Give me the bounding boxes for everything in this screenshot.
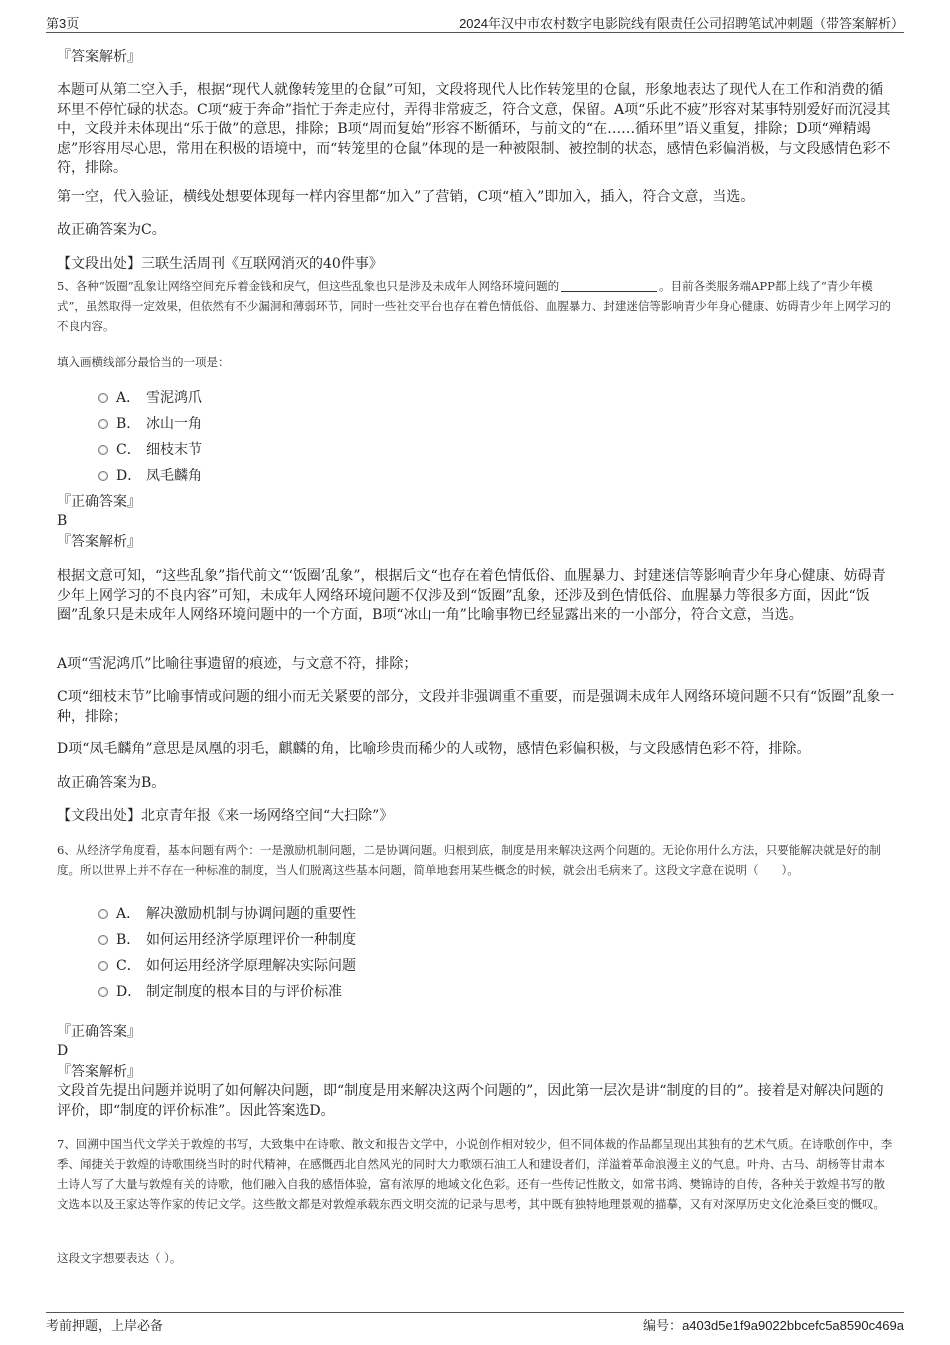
q6-answer-label: 『正确答案』 bbox=[57, 1024, 141, 1040]
q5-analysis-paragraph-2: A项“雪泥鸿爪”比喻往事遗留的痕迹，与文意不符，排除； bbox=[57, 656, 418, 672]
radio-icon[interactable] bbox=[98, 909, 108, 919]
q6-answer: D bbox=[57, 1043, 69, 1059]
option-letter: C． bbox=[116, 958, 141, 974]
radio-icon[interactable] bbox=[98, 471, 108, 481]
q5-analysis-label: 『答案解析』 bbox=[57, 534, 141, 550]
q5-conclusion: 故正确答案为B。 bbox=[57, 775, 166, 791]
page-number: 第3页 bbox=[46, 16, 80, 31]
q5-answer-label: 『正确答案』 bbox=[57, 494, 141, 510]
q5-option-a[interactable] bbox=[98, 388, 202, 408]
option-letter: A． bbox=[116, 906, 141, 922]
page-header bbox=[46, 12, 904, 33]
q5-analysis-paragraph-4: D项“凤毛麟角”意思是凤凰的羽毛，麒麟的角，比喻珍贵而稀少的人或物，感情色彩偏积极，与文段感情色彩不符，排除。 bbox=[57, 741, 811, 757]
option-letter: B． bbox=[116, 932, 141, 948]
document-code-label: 编号： bbox=[643, 1318, 683, 1333]
radio-icon[interactable] bbox=[98, 935, 108, 945]
option-text: 如何运用经济学原理解决实际问题 bbox=[146, 958, 356, 974]
q5-stem-part-2: 。目前各类服务端APP都上线了“青少年模式”，虽然取得一定效果，但依然有不少漏洞和薄弱环节，同时一些社交平台也存在着色情低俗、血腥暴力、封建迷信等影响青少年身心健康、妨碍青少年上网学习的不良内容。 bbox=[57, 279, 891, 333]
q5-prompt: 填入画横线部分最恰当的一项是： bbox=[57, 355, 230, 369]
q7-prompt: 这段文字想要表达（ ）。 bbox=[57, 1251, 182, 1265]
q4-conclusion: 故正确答案为C。 bbox=[57, 222, 166, 238]
q6-analysis-label: 『答案解析』 bbox=[57, 1064, 141, 1080]
q5-stem bbox=[57, 276, 895, 336]
q5-analysis-paragraph-1: 根据文意可知，“这些乱象”指代前文“‘饭圈’乱象”，根据后文“也存在着色情低俗、血腥暴力、封建迷信等影响青少年身心健康、妨碍青少年上网学习的不良内容”可知，未成年人网络环境问题不仅涉及到“饭圈”乱象，还涉及到色情低俗、血腥暴力等很多方面，因此“饭圈”乱象只是未成年人网络环境问题中的一个方面，B项“冰山一角”比喻事物已经显露出来的一小部分，符合文意，当选。 bbox=[57, 568, 886, 623]
q4-analysis-paragraph-2: 第一空，代入验证，横线处想要体现每一样内容里都“加入”了营销，C项“植入”即加入，插入，符合文意，当选。 bbox=[57, 189, 755, 205]
q5-answer: B bbox=[57, 513, 68, 529]
q5-option-b[interactable] bbox=[98, 414, 202, 434]
page-footer bbox=[46, 1312, 904, 1333]
option-letter: A． bbox=[116, 390, 141, 406]
option-text: 凤毛麟角 bbox=[146, 468, 202, 484]
option-text: 细枝末节 bbox=[146, 442, 202, 458]
document-code-value: a403d5e1f9a9022bbcefc5a8590c469a bbox=[682, 1318, 904, 1333]
option-text: 解决激励机制与协调问题的重要性 bbox=[146, 906, 356, 922]
q5-source: 【文段出处】北京青年报《来一场网络空间“大扫除”》 bbox=[57, 808, 394, 824]
q6-option-c[interactable] bbox=[98, 956, 356, 976]
q7-stem: 7、回溯中国当代文学关于敦煌的书写，大致集中在诗歌、散文和报告文学中，小说创作相对较少，但不同体裁的作品都呈现出其独有的艺术气质。在诗歌创作中，李季、闻捷关于敦煌的诗歌围绕当时的时代精神，在感慨西北自然风光的同时大力歌颂石油工人和建设者们，洋溢着革命浪漫主义的气息。叶舟、古马、胡杨等甘肃本土诗人写了大量与敦煌有关的诗歌，他们融入自我的感悟体验，富有浓厚的地域文化色彩。还有一些传记性散文，如常书鸿、樊锦诗的自传，各种关于敦煌书写的散文选本以及王家达等作家的传记文学。这些散文都是对敦煌承载东西文明交流的记录与思考，其中既有独特地理景观的描摹，又有对深厚历史文化沧桑巨变的慨叹。 bbox=[57, 1137, 893, 1211]
option-letter: B． bbox=[116, 416, 141, 432]
q6-option-b[interactable] bbox=[98, 930, 356, 950]
q5-option-d[interactable] bbox=[98, 466, 202, 486]
q4-analysis-paragraph-1: 本题可从第二空入手，根据“现代人就像转笼里的仓鼠”可知，文段将现代人比作转笼里的仓鼠，形象地表达了现代人在工作和消费的循环里不停忙碌的状态。C项“疲于奔命”指忙于奔走应付，弄得非常疲乏，符合文意，保留。A项“乐此不疲”形容对某事特别爱好而沉浸其中，文段并未体现出“乐于做”的意思，排除；B项“周而复始”形容不断循环，与前文的“在……循环里”语义重复，排除；D项“殚精竭虑”形容用尽心思，常用在积极的语境中，而“转笼里的仓鼠”体现的是一种被限制、被控制的状态，感情色彩偏消极，与文段感情色彩不符，排除。 bbox=[57, 82, 891, 176]
radio-icon[interactable] bbox=[98, 445, 108, 455]
q5-option-c[interactable] bbox=[98, 440, 202, 460]
q5-blank bbox=[561, 279, 657, 292]
option-letter: C． bbox=[116, 442, 141, 458]
option-text: 冰山一角 bbox=[146, 416, 202, 432]
option-text: 如何运用经济学原理评价一种制度 bbox=[146, 932, 356, 948]
option-text: 制定制度的根本目的与评价标准 bbox=[146, 984, 342, 1000]
radio-icon[interactable] bbox=[98, 393, 108, 403]
radio-icon[interactable] bbox=[98, 419, 108, 429]
q4-analysis-label: 『答案解析』 bbox=[57, 49, 141, 65]
document-code bbox=[643, 1315, 904, 1334]
option-letter: D． bbox=[116, 468, 142, 484]
q6-option-d[interactable] bbox=[98, 982, 342, 1002]
q6-analysis: 文段首先提出问题并说明了如何解决问题，即“制度是用来解决这两个问题的”，因此第一层次是讲“制度的目的”。接着是对解决问题的评价，即“制度的评价标准”。因此答案选D。 bbox=[57, 1083, 884, 1119]
q6-option-a[interactable] bbox=[98, 904, 356, 924]
q5-stem-part-1: 5、各种“饭圈”乱象让网络空间充斥着金钱和戾气，但这些乱象也只是涉及未成年人网络环境问题的 bbox=[57, 279, 560, 293]
footer-slogan: 考前押题，上岸必备 bbox=[46, 1318, 164, 1333]
option-text: 雪泥鸿爪 bbox=[146, 390, 202, 406]
q6-stem: 6、从经济学角度看，基本问题有两个：一是激励机制问题，二是协调问题。归根到底，制度是用来解决这两个问题的。无论你用什么方法，只要能解决就是好的制度。所以世界上并不存在一种标准的制度，当人们脱离这些基本问题，简单地套用某些概念的时候，就会出毛病来了。这段文字意在说明（ ）。 bbox=[57, 843, 881, 877]
radio-icon[interactable] bbox=[98, 987, 108, 997]
radio-icon[interactable] bbox=[98, 961, 108, 971]
option-letter: D． bbox=[116, 984, 142, 1000]
document-title: 2024年汉中市农村数字电影院线有限责任公司招聘笔试冲刺题（带答案解析） bbox=[459, 16, 904, 31]
q5-analysis-paragraph-3: C项“细枝末节”比喻事情或问题的细小而无关紧要的部分，文段并非强调重不重要，而是强调未成年人网络环境问题不只有“饭圈”乱象一种，排除； bbox=[57, 689, 895, 725]
q4-source: 【文段出处】三联生活周刊《互联网消灭的40件事》 bbox=[57, 256, 383, 272]
